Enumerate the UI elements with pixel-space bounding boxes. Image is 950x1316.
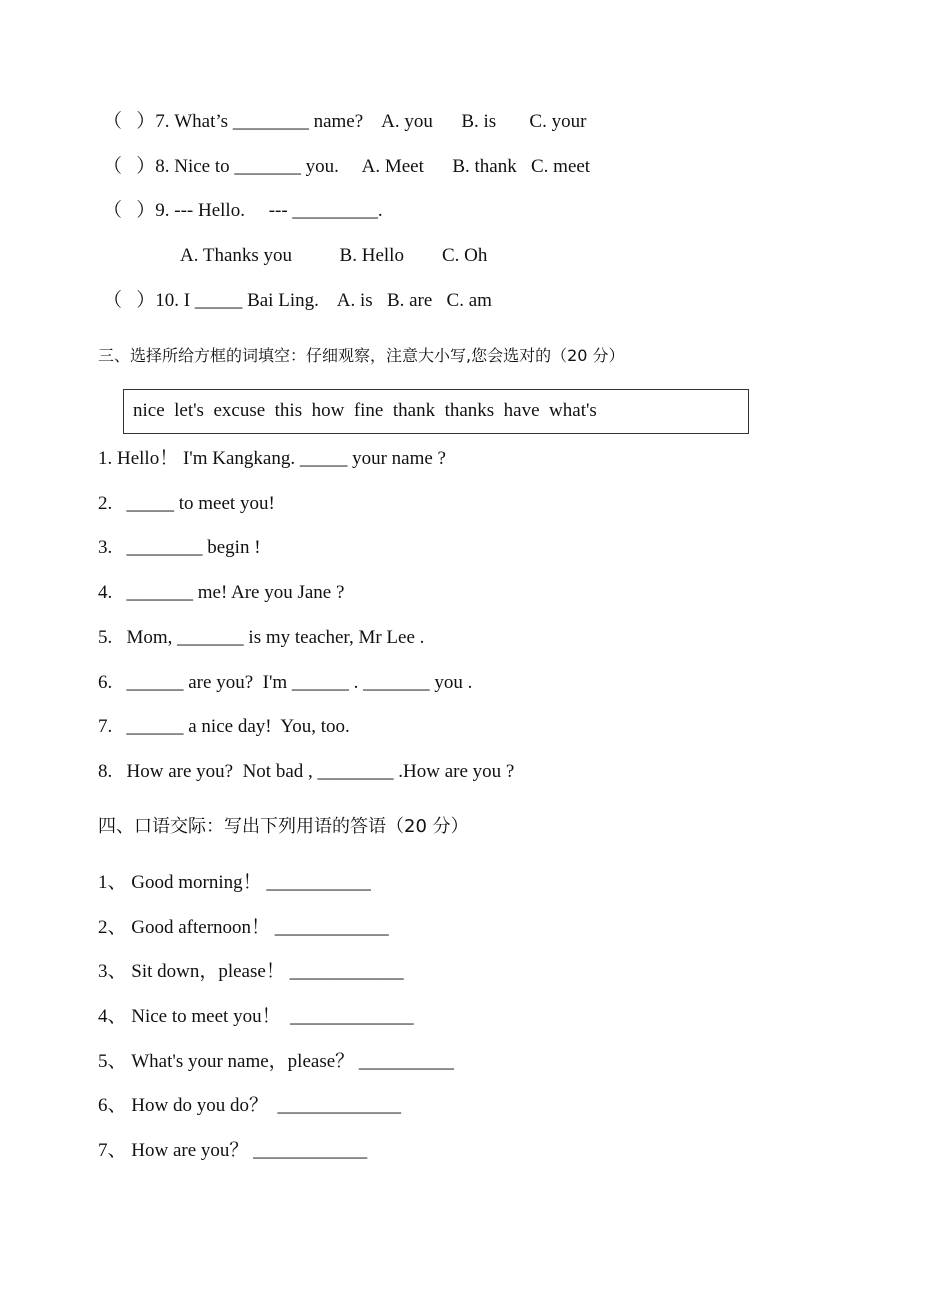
question-7: （ ）7. What’s ________ name? A. you B. is C. your (103, 111, 587, 132)
fill-item-4: 4. _______ me! Are you Jane ? (98, 582, 345, 603)
question-10: （ ）10. I _____ Bai Ling. A. is B. are C. am (103, 290, 492, 311)
question-8: （ ）8. Nice to _______ you. A. Meet B. thank C. meet (103, 156, 591, 177)
fill-item-6: 6. ______ are you? I'm ______ . _______ you . (98, 672, 473, 693)
section-4-title: 四、口语交际：写出下列用语的答语（20 分） (98, 816, 469, 837)
question-9-options: A. Thanks you B. Hello C. Oh (180, 245, 488, 266)
fill-item-5: 5. Mom, _______ is my teacher, Mr Lee . (98, 627, 425, 648)
fill-item-8: 8. How are you? Not bad , ________ .How are you ? (98, 761, 515, 782)
fill-item-1: 1. Hello！ I'm Kangkang. _____ your name ? (98, 448, 446, 469)
question-9: （ ）9. --- Hello. --- _________. (103, 200, 383, 221)
reply-item-2: 2、 Good afternoon！ ____________ (98, 917, 389, 938)
reply-item-1: 1、 Good morning！ ___________ (98, 872, 371, 893)
reply-item-5: 5、 What's your name，please？ __________ (98, 1051, 454, 1072)
word-box (123, 389, 749, 434)
fill-item-3: 3. ________ begin ! (98, 537, 261, 558)
section-3-title: 三、选择所给方框的词填空：仔细观察，注意大小写,您会选对的（20 分） (98, 346, 625, 365)
fill-item-7: 7. ______ a nice day! You, too. (98, 716, 350, 737)
reply-item-6: 6、 How do you do？ _____________ (98, 1095, 401, 1116)
fill-item-2: 2. _____ to meet you! (98, 493, 275, 514)
word-box-words: nice let's excuse this how fine thank thanks have what's (133, 400, 597, 421)
reply-item-4: 4、 Nice to meet you！ _____________ (98, 1006, 414, 1027)
reply-item-7: 7、 How are you？ ____________ (98, 1140, 368, 1161)
reply-item-3: 3、 Sit down，please！ ____________ (98, 961, 404, 982)
